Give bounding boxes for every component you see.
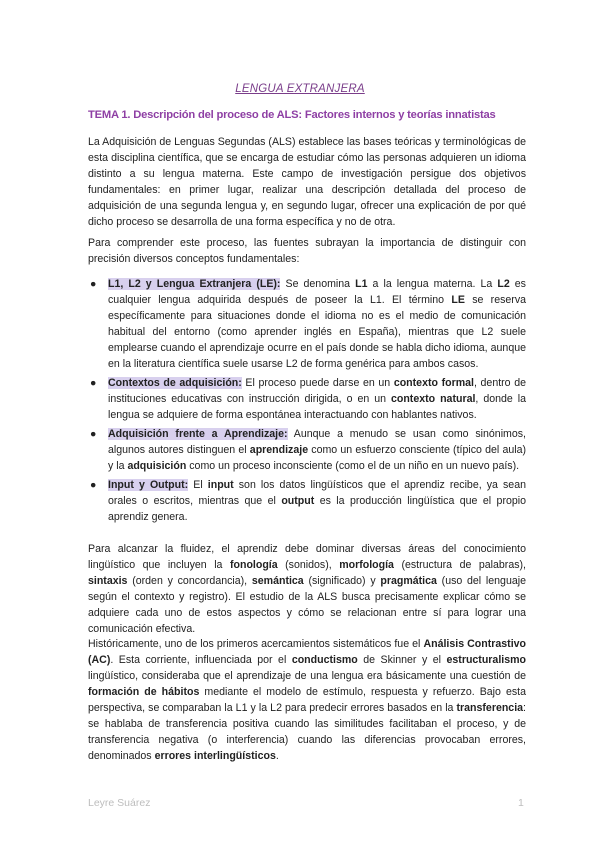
paragraph-text: (uso del lenguaje según el contexto y registro). El estudio de la ALS busca precisamente explicar cómo se adquiere cada uno de estos aspectos y cómo se relacionan entre sí para lograr una comunicación efectiva. <box>88 575 526 635</box>
paragraph-text: mediante el modelo de estímulo, respuesta y refuerzo. Bajo esta perspectiva, se comparaban la L1 y la L2 para predecir errores basados en la <box>88 686 526 714</box>
paragraph-bold: sintaxis <box>88 575 128 587</box>
paragraph-bold: pragmática <box>380 575 437 587</box>
bullet-icon: ● <box>90 479 97 491</box>
concept-text: , dentro de instituciones educativas con instrucción dirigida, o en un <box>108 377 526 405</box>
concept-term: Contextos de adquisición: <box>108 377 242 389</box>
bullet-icon: ● <box>90 278 97 290</box>
paragraph-bold: Análisis Contrastivo (AC) <box>88 638 526 666</box>
concept-text: El proceso puede darse en un <box>241 377 394 389</box>
paragraph-bold: fonología <box>229 559 278 571</box>
concept-text: Aunque a menudo se usan como sinónimos, algunos autores distinguen el <box>108 428 527 456</box>
list-item <box>88 477 526 525</box>
page-number: 1 <box>518 797 524 809</box>
fluency-paragraph <box>88 541 526 637</box>
concept-bold: input <box>207 479 234 491</box>
concept-text: como un proceso inconsciente (como el de un niño en un nuevo país). <box>186 460 520 472</box>
list-item <box>88 276 526 372</box>
bullet-icon: ● <box>90 428 97 440</box>
concept-bold: L2 <box>497 278 510 290</box>
concepts-intro-paragraph: Para comprender este proceso, las fuentes subrayan la importancia de distinguir con precisión diversos conceptos fundamentales: <box>88 237 526 265</box>
concept-text: El <box>188 479 208 491</box>
concept-bold: L1 <box>355 278 368 290</box>
concept-term: Adquisición frente a Aprendizaje: <box>108 428 288 440</box>
document-title: LENGUA EXTRANJERA <box>235 83 365 95</box>
concept-text: se reserva específicamente para situaciones donde el idioma no es el medio de comunicación habitual del entorno (como aprender inglés en España), mientras que L2 suele emplearse cuando el aprendizaje ocurre en el país donde se habla dicho idioma, aunque en la literatura científica suele usarse L2 de forma genérica para ambos casos. <box>108 294 527 370</box>
paragraph-text: . Esta corriente, influenciada por el <box>110 654 292 666</box>
paragraph-text: de Skinner y el <box>357 654 447 666</box>
concept-text: es la producción lingüística que el propio aprendiz genera. <box>108 495 527 523</box>
paragraph-text: Para alcanzar la fluidez, el aprendiz debe dominar diversas áreas del conocimiento lingüístico que incluyen la <box>88 543 526 571</box>
paragraph-text: (sonidos), <box>277 559 340 571</box>
history-paragraph <box>88 636 526 764</box>
footer-author: Leyre Suárez <box>88 797 151 809</box>
concept-term: L1, L2 y Lengua Extranjera (LE): <box>108 278 281 290</box>
paragraph-bold: formación de hábitos <box>88 686 200 698</box>
concept-bold: contexto formal <box>393 377 474 389</box>
paragraph-text: (significado) y <box>303 575 381 587</box>
paragraph-bold: transferencia <box>456 702 524 714</box>
concept-text: es cualquier lengua adquirida después de poseer la L1. El término <box>108 278 526 306</box>
paragraph-text: (orden y concordancia), <box>127 575 252 587</box>
concept-bold: output <box>281 495 315 507</box>
paragraph-bold: semántica <box>251 575 304 587</box>
paragraph-bold: conductismo <box>291 654 358 666</box>
concept-bold: contexto natural <box>390 393 476 405</box>
paragraph-bold: estructuralismo <box>446 654 526 666</box>
concept-text: a la lengua materna. La <box>367 278 498 290</box>
bullet-icon: ● <box>90 377 97 389</box>
paragraph-bold: morfología <box>339 559 394 571</box>
concepts-list <box>88 276 526 528</box>
concept-bold: aprendizaje <box>249 444 309 456</box>
concept-bold: adquisición <box>127 460 187 472</box>
concept-bold: LE <box>451 294 465 306</box>
intro-paragraph: La Adquisición de Lenguas Segundas (ALS) establece las bases teóricas y terminológicas de esta disciplina científica, que se encarga de estudiar cómo las personas adquieren un idioma distinto a su lengua materna. Este campo de investigación persigue dos objetivos fundamentales: en primer lugar, realizar una descripción detallada del proceso de adquisición de una segunda lengua y, en segundo lugar, ofrecer una explicación de por qué dicho proceso se desarrolla de una forma específica y no de otra. <box>88 136 526 228</box>
list-item <box>88 426 526 474</box>
paragraph-text: (estructura de palabras), <box>393 559 526 571</box>
concept-text: son los datos lingüísticos que el aprendiz recibe, ya sean orales o escritos, mientras que el <box>108 479 526 507</box>
concept-term: Input y Output: <box>108 479 189 491</box>
concept-text: como un esfuerzo consciente (típico del aula) y la <box>108 444 526 472</box>
concept-text: Se denomina <box>280 278 356 290</box>
paragraph-text: : se hablaba de transferencia positiva cuando las similitudes facilitaban el proceso, y de transferencia negativa (o interferencia) cuando las diferencias provocaban errores, denominados <box>88 702 526 762</box>
list-item <box>88 375 526 423</box>
concept-text: , donde la lengua se adquiere de forma espontánea interactuando con hablantes nativos. <box>108 393 526 421</box>
paragraph-text: lingüístico, consideraba que el aprendizaje de una lengua era básicamente una cuestión de <box>88 670 526 682</box>
paragraph-text: . <box>275 750 279 762</box>
paragraph-bold: errores interlingüísticos <box>154 750 276 762</box>
paragraph-text: Históricamente, uno de los primeros acercamientos sistemáticos fue el <box>88 638 424 650</box>
section-heading: TEMA 1. Descripción del proceso de ALS: Factores internos y teorías innatistas <box>88 109 496 121</box>
